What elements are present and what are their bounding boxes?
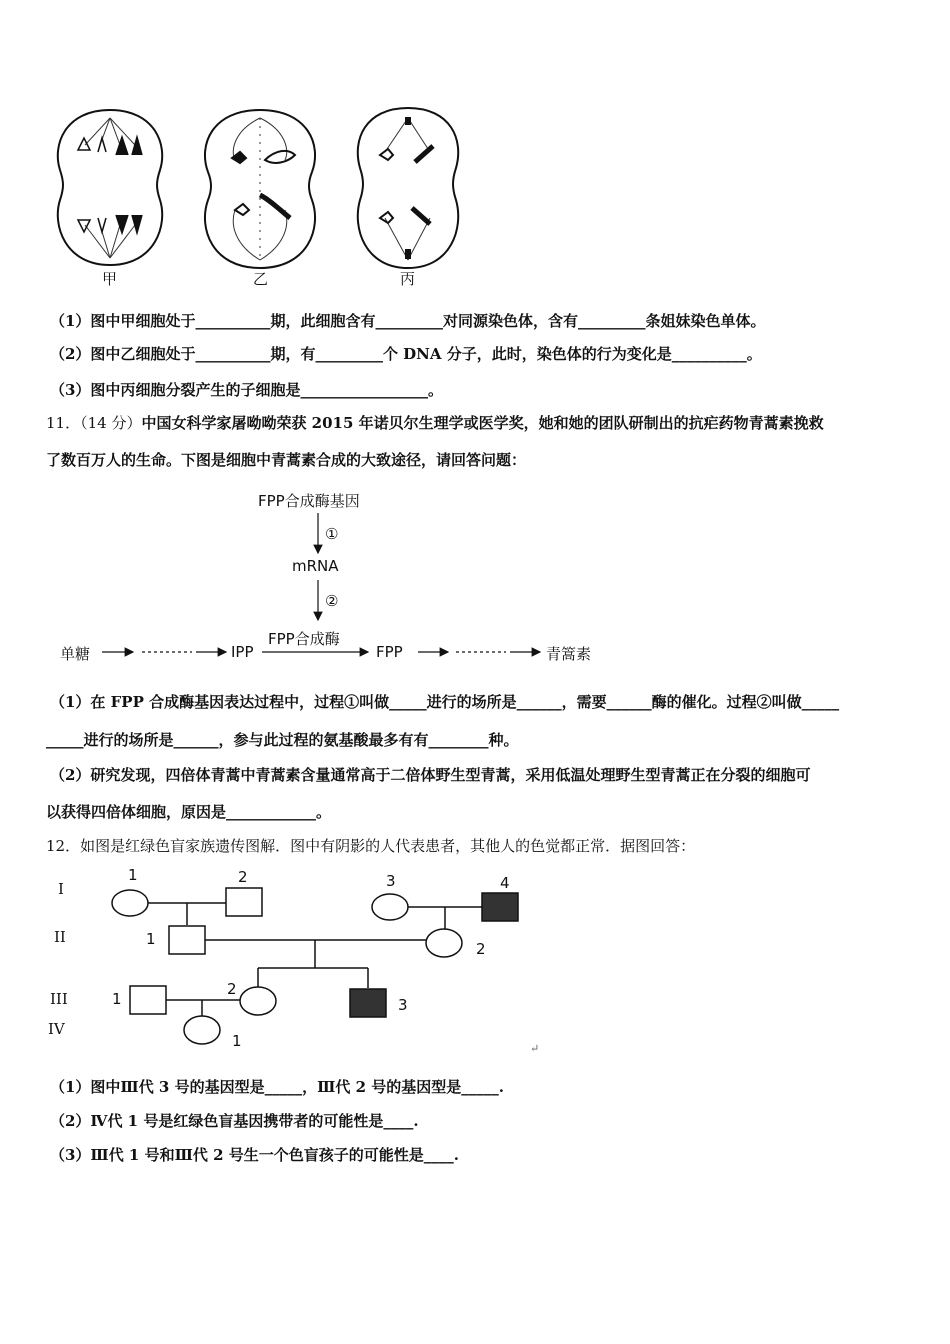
pedigree-III2-female [240,987,276,1015]
q10-sub2: （2）图中乙细胞处于__________期，有_________个 DNA 分子，此时，染色体的行为变化是__________。 [50,345,762,363]
pathway-sugar: 单糖 [60,645,91,663]
member-num-II2: 2 [476,940,486,958]
pathway-ipp: IPP [231,643,254,661]
member-num-I1: 1 [128,866,138,884]
member-num-II1: 1 [146,930,156,948]
member-num-I3: 3 [386,872,396,890]
q11-sub2-line2: 以获得四倍体细胞，原因是____________。 [46,803,332,821]
pedigree-chart [0,860,600,1060]
q12-sub2: （2）Ⅳ代 1 号是红绿色盲基因携带者的可能性是____. [50,1112,419,1130]
pathway-step1: ① [325,525,339,543]
q10-sub1: （1）图中甲细胞处于__________期，此细胞含有_________对同源染色体，含有_________条姐妹染色单体。 [50,312,766,330]
q12-sub1: （1）图中Ⅲ代 3 号的基因型是_____，Ⅲ代 2 号的基因型是_____. [50,1078,504,1096]
pedigree-III1-male [130,986,166,1014]
pathway-arrows [0,485,950,675]
pedigree-I2-male [226,888,262,916]
pedigree-arrow-mark: ↵ [530,1042,540,1055]
gen-label-III: III [50,990,68,1008]
q10-sub3: （3）图中丙细胞分裂产生的子细胞是_________________。 [50,381,443,399]
pathway-fpp: FPP [376,643,403,661]
q12-sub3: （3）Ⅲ代 1 号和Ⅲ代 2 号生一个色盲孩子的可能性是____. [50,1146,459,1164]
pedigree-IV1-female [184,1016,220,1044]
gen-label-II: II [54,928,66,946]
q11-sub2-line1: （2）研究发现，四倍体青蒿中青蒿素含量通常高于二倍体野生型青蒿，采用低温处理野生型青蒿正在分裂的细胞可 [50,766,811,784]
cell-jia [58,110,162,265]
artemisinin-pathway [0,485,950,675]
cell-division-figure [40,100,480,295]
pathway-mrna: mRNA [292,557,339,575]
member-num-III3: 3 [398,996,408,1014]
q11-sub1-line1: （1）在 FPP 合成酶基因表达过程中，过程①叫做_____进行的场所是______，需要______酶的催化。过程②叫做_____ [50,693,840,711]
pedigree-I1-female [112,890,148,916]
cell-bing [358,108,458,268]
cell-yi [205,110,315,268]
pedigree-lines [0,860,600,1060]
cell-label-bing: 丙 [400,270,416,288]
q11-number: 11．（14 分） [46,414,142,432]
pathway-gene: FPP合成酶基因 [258,492,360,510]
pathway-step2: ② [325,592,339,610]
pedigree-III3-male-affected [350,989,386,1017]
member-num-I2: 2 [238,868,248,886]
pedigree-II2-female [426,929,462,957]
q12-stem: 12．如图是红绿色盲家族遗传图解．图中有阴影的人代表患者，其他人的色觉都正常．据图回答： [46,837,696,855]
pedigree-II1-male [169,926,205,954]
pathway-artemisinin: 青篙素 [546,645,592,663]
member-num-III2: 2 [227,980,237,998]
member-num-III1: 1 [112,990,122,1008]
cell-label-yi: 乙 [253,270,269,288]
gen-label-I: I [58,880,64,898]
pedigree-I4-male-affected [482,893,518,921]
member-num-IV1: 1 [232,1032,242,1050]
pedigree-I3-female [372,894,408,920]
pathway-enzyme: FPP合成酶 [268,630,340,648]
q11-stem-line1 [46,413,824,433]
cell-label-jia: 甲 [102,270,118,288]
member-num-I4: 4 [500,874,510,892]
q11-stem-text: 中国女科学家屠呦呦荣获 2015 年诺贝尔生理学或医学奖，她和她的团队研制出的抗疟药物青蒿素挽救 [141,414,824,432]
q11-sub1-line2: _____进行的场所是______，参与此过程的氨基酸最多有有________种。 [46,731,519,749]
q11-stem-line2: 了数百万人的生命。下图是细胞中青蒿素合成的大致途径，请回答问题： [46,451,527,469]
gen-label-IV: IV [48,1020,65,1038]
